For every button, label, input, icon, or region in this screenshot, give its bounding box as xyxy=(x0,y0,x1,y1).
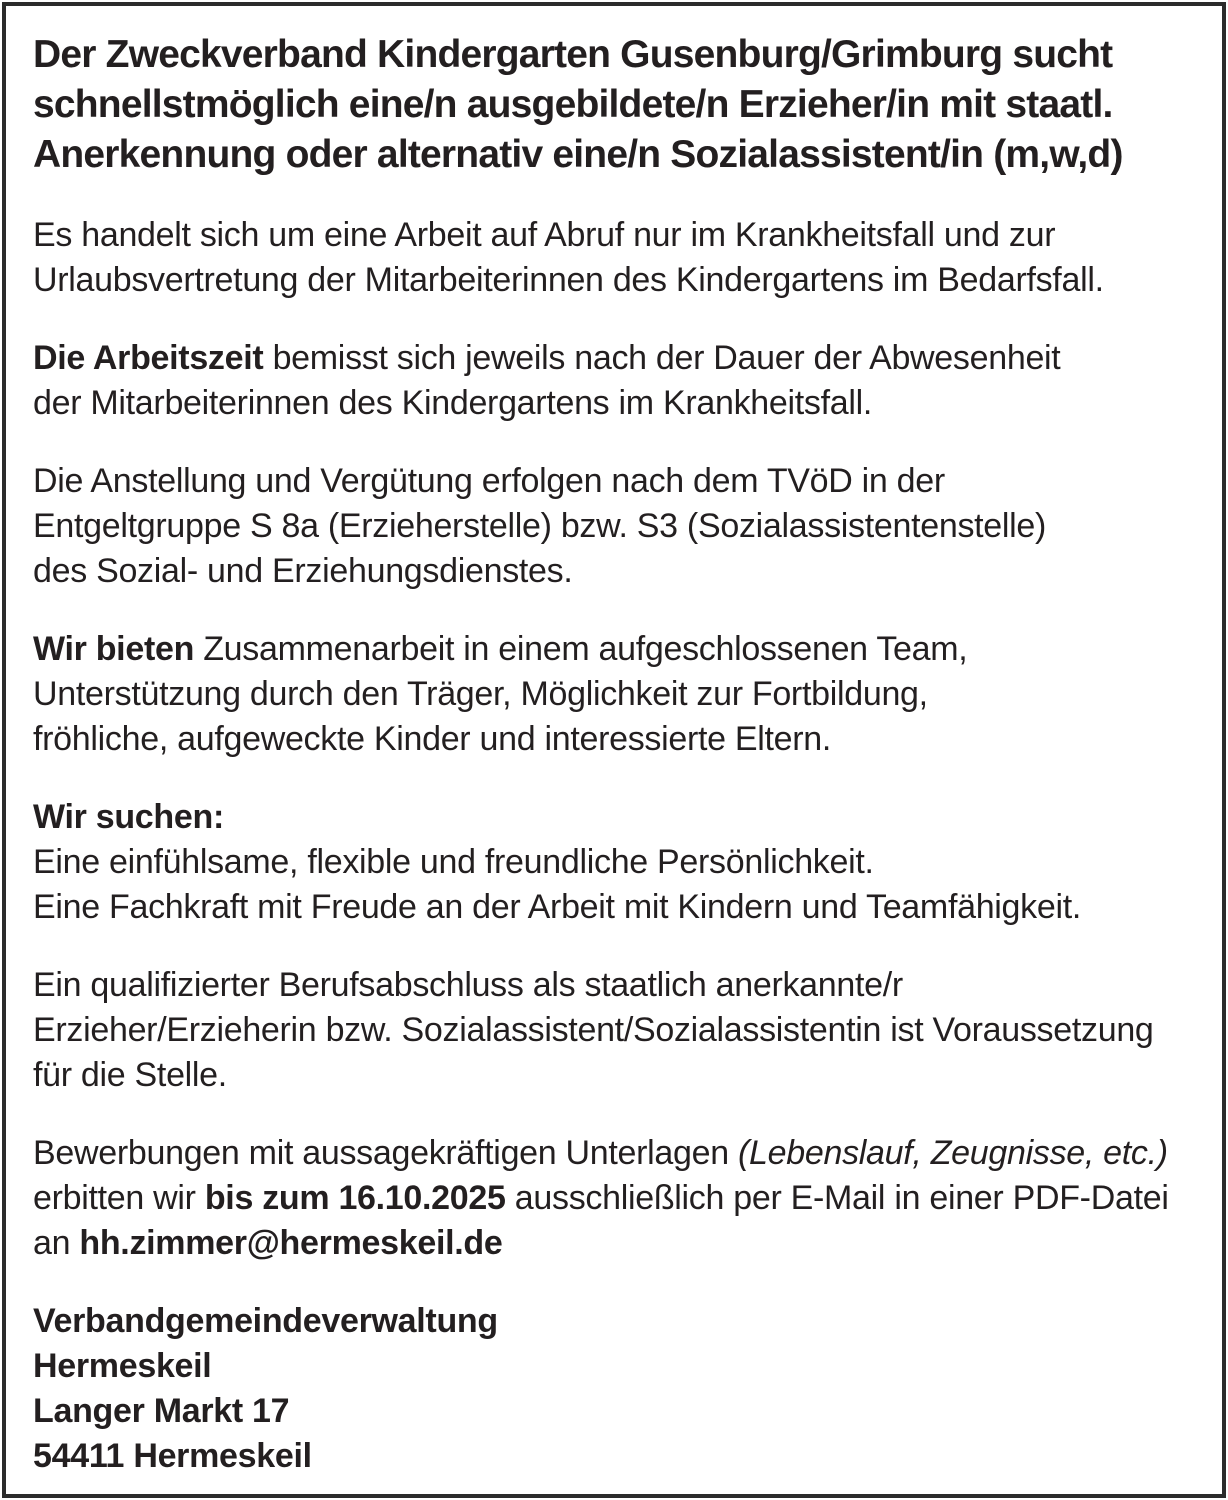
wir-bieten-lead: Wir bieten xyxy=(33,630,195,668)
verguetung-line-1: Die Anstellung und Vergütung erfolgen nach dem TVöD in der xyxy=(33,462,945,500)
wir-bieten-line-2: Unterstützung durch den Träger, Möglichkeit zur Fortbildung, xyxy=(33,675,928,713)
address-street: Langer Markt 17 xyxy=(33,1392,290,1430)
bewerbung-line-2 xyxy=(33,1176,1198,1221)
arbeitszeit-line-1-rest: bemisst sich jeweils nach der Dauer der Abwesenheit xyxy=(263,339,1061,377)
wir-suchen-line-3: Eine Fachkraft mit Freude an der Arbeit mit Kindern und Teamfähigkeit. xyxy=(33,888,1082,926)
bewerbung-attachments-italic: (Lebenslauf, Zeugnisse, etc.) xyxy=(738,1134,1168,1172)
email-address: hh.zimmer@hermeskeil.de xyxy=(79,1224,503,1262)
qualifikation-line-2: Erzieher/Erzieherin bzw. Sozialassistent/Sozialassistentin ist Voraussetzung xyxy=(33,1011,1154,1049)
wir-suchen-heading xyxy=(33,795,1198,840)
paragraph-wir-bieten xyxy=(33,627,1198,762)
bewerbung-line-2-start: erbitten wir xyxy=(33,1179,205,1217)
paragraph-verguetung xyxy=(33,459,1198,594)
address-org: Verbandgemeindeverwaltung xyxy=(33,1302,498,1340)
paragraph-arbeitszeit xyxy=(33,336,1198,426)
arbeitszeit-line-1 xyxy=(33,336,1198,381)
paragraph-qualifikation xyxy=(33,963,1198,1098)
qualifikation-line-3: für die Stelle. xyxy=(33,1056,227,1094)
address-postal-city: 54411 Hermeskeil xyxy=(33,1437,312,1475)
intro-line-1: Es handelt sich um eine Arbeit auf Abruf nur im Krankheitsfall und zur xyxy=(33,216,1056,254)
arbeitszeit-lead: Die Arbeitszeit xyxy=(33,339,264,377)
job-ad-title xyxy=(33,30,1198,180)
wir-bieten-line-1 xyxy=(33,627,1198,672)
address-city: Hermeskeil xyxy=(33,1347,212,1385)
title-line-2: schnellstmöglich eine/n ausgebildete/n Erzieher/in mit staatl. xyxy=(33,83,1113,126)
title-line-3: Anerkennung oder alternativ eine/n Sozialassistent/in (m,w,d) xyxy=(33,133,1123,176)
wir-bieten-line-1-rest: Zusammenarbeit in einem aufgeschlossenen Team, xyxy=(194,630,968,668)
bewerbung-line-1-regular: Bewerbungen mit aussagekräftigen Unterlagen xyxy=(33,1134,739,1172)
arbeitszeit-line-2: der Mitarbeiterinnen des Kindergartens im Krankheitsfall. xyxy=(33,384,872,422)
bewerbung-line-3 xyxy=(33,1221,1198,1266)
paragraph-wir-suchen xyxy=(33,795,1198,930)
wir-bieten-line-3: fröhliche, aufgeweckte Kinder und interessierte Eltern. xyxy=(33,720,832,758)
contact-address-block xyxy=(33,1299,1198,1479)
verguetung-line-3: des Sozial- und Erziehungsdienstes. xyxy=(33,552,573,590)
verguetung-line-2: Entgeltgruppe S 8a (Erzieherstelle) bzw. S3 (Sozialassistentenstelle) xyxy=(33,507,1047,545)
paragraph-intro xyxy=(33,213,1198,303)
wir-suchen-lead: Wir suchen: xyxy=(33,798,224,836)
application-deadline: bis zum 16.10.2025 xyxy=(204,1179,506,1217)
qualifikation-line-1: Ein qualifizierter Berufsabschluss als staatlich anerkannte/r xyxy=(33,966,903,1004)
bewerbung-line-2-rest: ausschließlich per E-Mail in einer PDF-Datei xyxy=(505,1179,1169,1217)
title-line-1: Der Zweckverband Kindergarten Gusenburg/Grimburg sucht xyxy=(33,33,1113,76)
bewerbung-line-3-start: an xyxy=(33,1224,80,1262)
intro-line-2: Urlaubsvertretung der Mitarbeiterinnen des Kindergartens im Bedarfsfall. xyxy=(33,261,1104,299)
bewerbung-line-1 xyxy=(33,1131,1198,1176)
wir-suchen-line-2: Eine einfühlsame, flexible und freundliche Persönlichkeit. xyxy=(33,843,874,881)
paragraph-bewerbung xyxy=(33,1131,1198,1266)
